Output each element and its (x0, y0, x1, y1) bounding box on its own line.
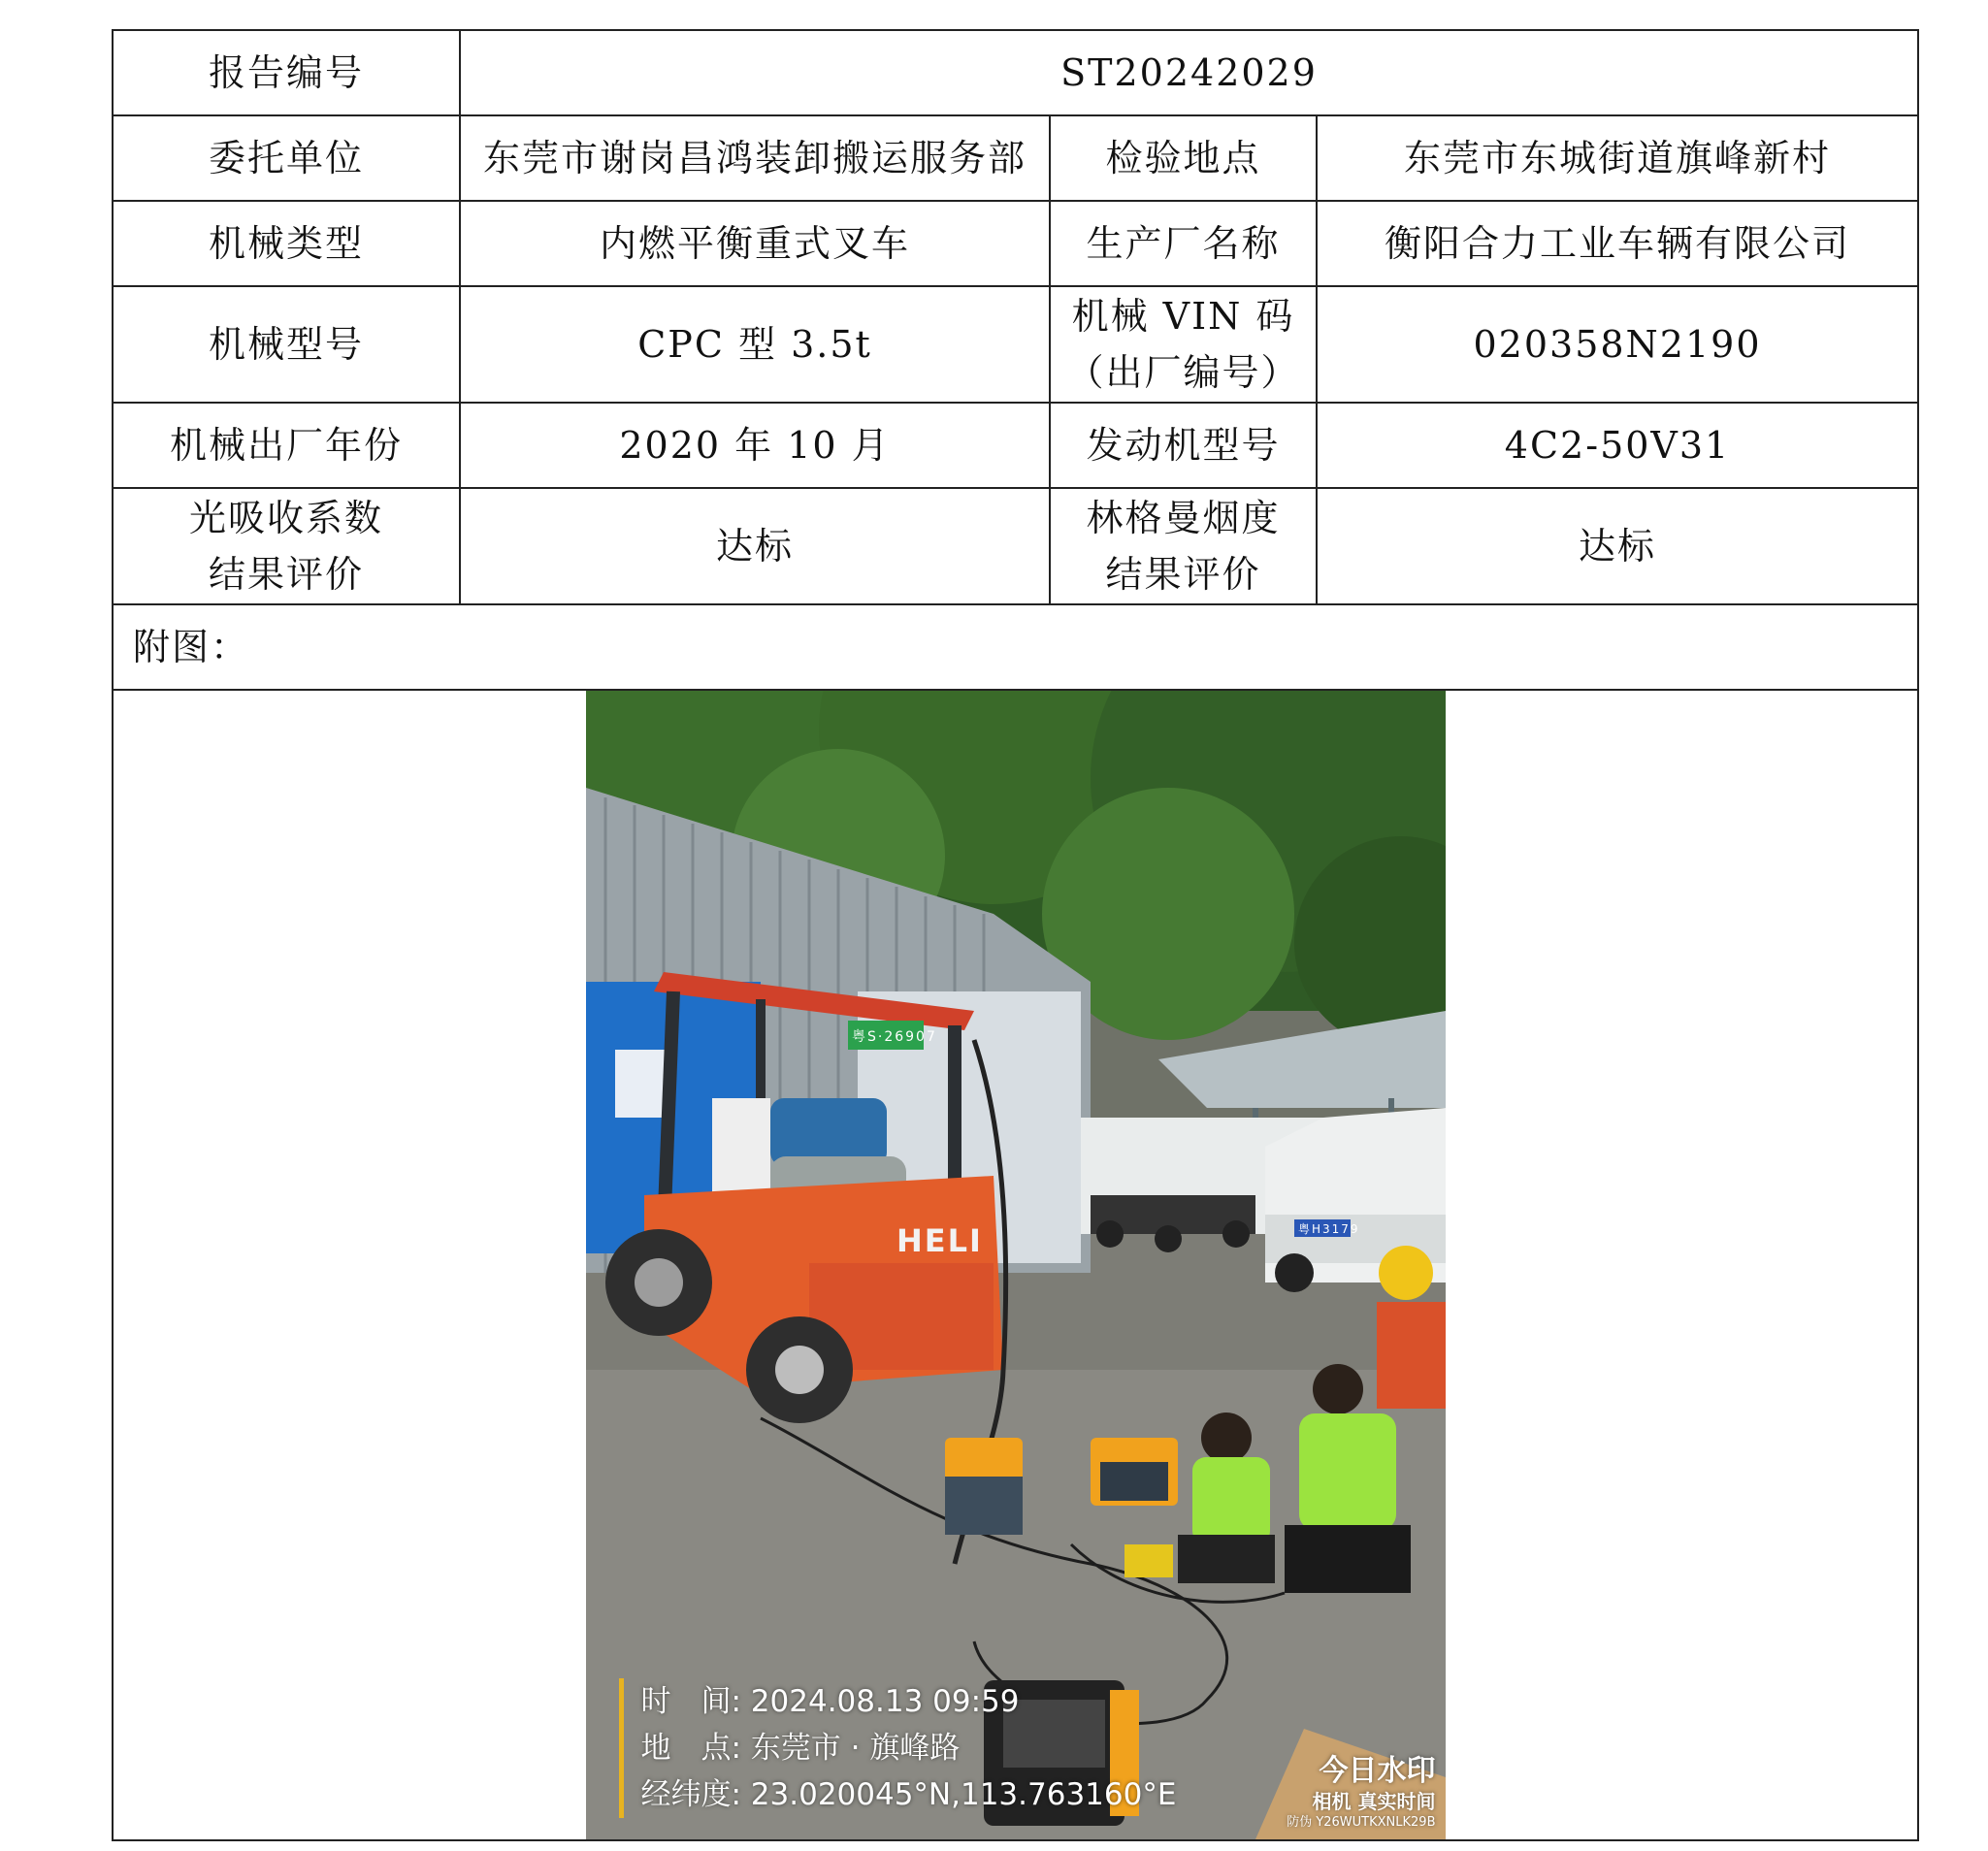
label-absorption (113, 488, 460, 604)
photo-watermark (619, 1678, 1177, 1818)
value-vin: 020358N2190 (1317, 286, 1918, 403)
row-attachment (113, 604, 1918, 690)
row-year (113, 403, 1918, 488)
label-machine-type: 机械类型 (113, 201, 460, 286)
site-photo (586, 691, 1446, 1839)
row-results (113, 488, 1918, 604)
value-location: 东莞市东城街道旗峰新村 (1317, 115, 1918, 201)
attachment-label: 附图： (113, 604, 1918, 690)
label-manufacturer: 生产厂名称 (1050, 201, 1317, 286)
watermark-brand-line3: 防伪 Y26WUTKXNLK29B (1287, 1815, 1436, 1830)
inspection-report-table (112, 29, 1919, 1841)
row-report-no (113, 30, 1918, 115)
label-engine: 发动机型号 (1050, 403, 1317, 488)
label-vin (1050, 286, 1317, 403)
label-client: 委托单位 (113, 115, 460, 201)
row-client (113, 115, 1918, 201)
label-model: 机械型号 (113, 286, 460, 403)
forklift-plate: 粤S·26907 (851, 1029, 937, 1045)
row-photo (113, 690, 1918, 1840)
value-ringelmann: 达标 (1317, 488, 1918, 604)
watermark-brand (1287, 1754, 1435, 1832)
value-absorption: 达标 (460, 488, 1050, 604)
value-engine: 4C2-50V31 (1317, 403, 1918, 488)
watermark-place: 地 点: 东莞市 · 旗峰路 (640, 1731, 961, 1766)
value-year: 2020 年 10 月 (460, 403, 1050, 488)
label-ringelmann-line1: 林格曼烟度 (1086, 497, 1281, 539)
label-absorption-line2: 结果评价 (208, 553, 364, 596)
photo-cell (113, 690, 1918, 1840)
label-vin-line1: 机械 VIN 码 (1071, 295, 1295, 338)
label-ringelmann-line2: 结果评价 (1105, 553, 1261, 596)
row-model (113, 286, 1918, 403)
label-ringelmann (1050, 488, 1317, 604)
label-report-no: 报告编号 (113, 30, 460, 115)
watermark-brand-line1: 今日水印 (1319, 1754, 1436, 1788)
label-year: 机械出厂年份 (113, 403, 460, 488)
watermark-brand-line2: 相机 真实时间 (1312, 1790, 1436, 1813)
watermark-time: 时 间: 2024.08.13 09:59 (640, 1684, 1020, 1719)
label-absorption-line1: 光吸收系数 (188, 497, 383, 539)
value-model: CPC 型 3.5t (460, 286, 1050, 403)
car-plate: 粤H3179 (1297, 1222, 1360, 1236)
value-client: 东莞市谢岗昌鸿装卸搬运服务部 (460, 115, 1050, 201)
forklift-brand: HELI (896, 1222, 983, 1259)
site-photo-illustration (586, 691, 1446, 1839)
label-location: 检验地点 (1050, 115, 1317, 201)
label-vin-line2: （出厂编号） (1066, 351, 1300, 394)
value-report-no: ST20242029 (460, 30, 1918, 115)
value-machine-type: 内燃平衡重式叉车 (460, 201, 1050, 286)
value-manufacturer: 衡阳合力工业车辆有限公司 (1317, 201, 1918, 286)
watermark-coords: 经纬度: 23.020045°N,113.763160°E (640, 1777, 1177, 1812)
row-machine-type (113, 201, 1918, 286)
